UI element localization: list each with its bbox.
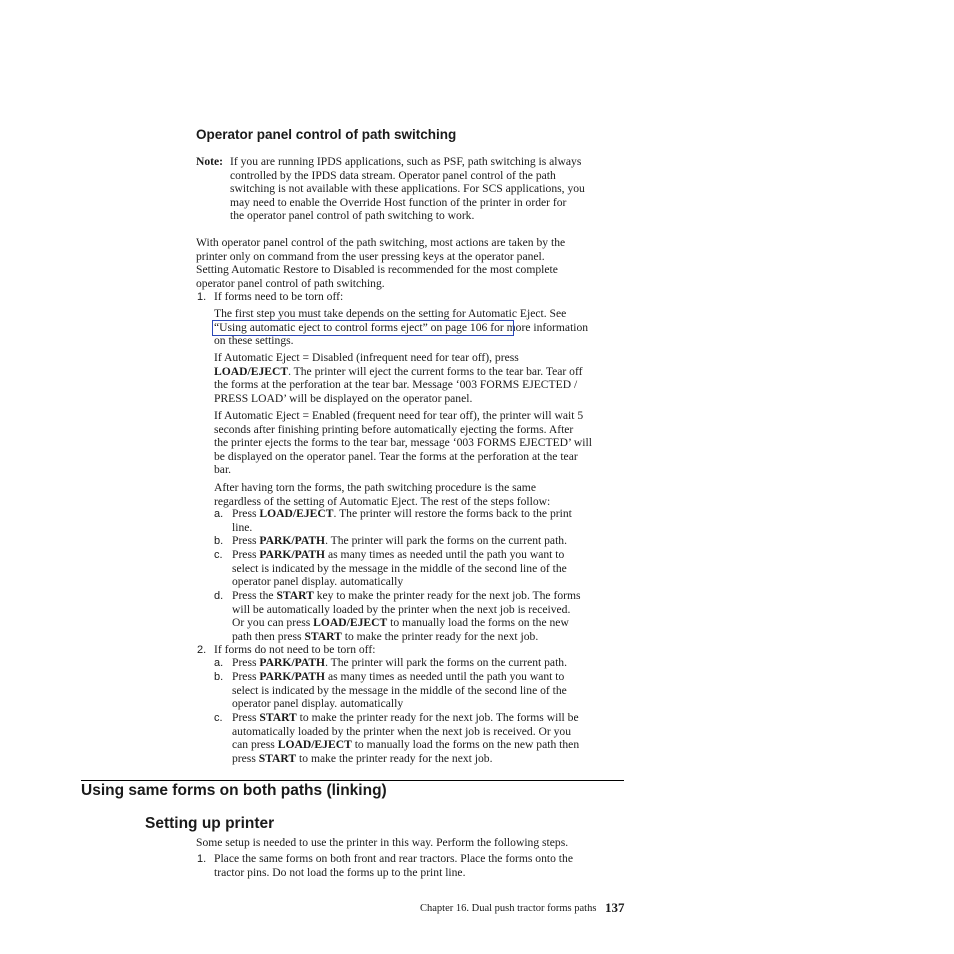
step-2-sub-c: Press START to make the printer ready for the next job. The forms will be automatically loaded by the printer when the next job is received. Or you can press LOAD/EJECT to manually load the forms on the new path then press START to make the printer ready for the next job. [232, 711, 580, 765]
step-1-para-2: If Automatic Eject = Disabled (infrequent need for tear off), press LOAD/EJECT. The printer will eject the current forms to the tear bar. Tear off the forms at the perforation at the tear bar. Message ‘003 FORMS EJECTED / PRESS LOAD’ will be displayed on the operator panel. [214, 351, 583, 405]
sub-d-marker: d. [214, 590, 224, 602]
sub-b-marker: b. [214, 535, 224, 547]
subsection-heading: Setting up printer [145, 815, 275, 832]
section-heading: Operator panel control of path switching [196, 127, 457, 142]
sub-c-marker: c. [214, 549, 223, 561]
step-1-marker: 1. [197, 291, 207, 303]
note-text: If you are running IPDS applications, such as PSF, path switching is always controlled by the IPDS data stream. Operator panel control of the path switching is not available with these applications. For SCS applications, you may need to enable the Override Host function of the printer in order for the operator panel control of path switching to work. [230, 155, 585, 223]
cross-reference-link[interactable]: “Using automatic eject to control forms eject” on page 106 [214, 320, 488, 334]
step-1-sub-d: Press the START key to make the printer ready for the next job. The forms will be automatically loaded by the printer when the next job is received. Or you can press LOAD/EJECT to manually load the forms on the new path then press START to make the printer ready for the next job. [232, 589, 581, 643]
step-1-sub-b: Press PARK/PATH. The printer will park the forms on the current path. [232, 534, 567, 547]
step-2-marker: 2. [197, 644, 207, 656]
step-1-para-1: The first step you must take depends on the setting for Automatic Eject. See “Using automatic eject to control forms eject” on page 106 for more information on these settings. [214, 307, 589, 348]
setup-intro: Some setup is needed to use the printer in this way. Perform the following steps. [196, 836, 569, 849]
link-border[interactable] [212, 320, 514, 336]
sub-a-marker: a. [214, 508, 224, 520]
step-1-text: If forms need to be torn off: [214, 290, 344, 303]
setup-step-1-marker: 1. [197, 853, 207, 865]
chapter-section-heading: Using same forms on both paths (linking) [81, 782, 387, 799]
step-1-para-3: If Automatic Eject = Enabled (frequent need for tear off), the printer will wait 5 seconds after finishing printing before automatically ejecting the forms. After the printer ejects the forms to the tear bar, message ‘003 FORMS EJECTED’ will be displayed on the operator panel. Tear the forms at the perforation at the tear bar. [214, 409, 592, 477]
setup-step-1-text: Place the same forms on both front and rear tractors. Place the forms onto the tractor pins. Do not load the forms up to the print line. [214, 852, 573, 879]
step-2-text: If forms do not need to be torn off: [214, 643, 376, 656]
page-number: 137 [605, 900, 625, 915]
step-1-sub-c: Press PARK/PATH as many times as needed until the path you want to select is indicated by the message in the middle of the second line of the operator panel display. automatically [232, 548, 567, 589]
note-label: Note: [196, 155, 224, 168]
step-2-sub-a: Press PARK/PATH. The printer will park the forms on the current path. [232, 656, 567, 669]
step-1-sub-a: Press LOAD/EJECT. The printer will restore the forms back to the print line. [232, 507, 572, 534]
section-divider [81, 780, 624, 781]
step-2-sub-a-marker: a. [214, 657, 224, 669]
step-2-sub-c-marker: c. [214, 712, 223, 724]
step-2-sub-b: Press PARK/PATH as many times as needed until the path you want to select is indicated by the message in the middle of the second line of the operator panel display. automatically [232, 670, 567, 711]
step-1-para-4: After having torn the forms, the path switching procedure is the same regardless of the setting of Automatic Eject. The rest of the steps follow: [214, 481, 551, 508]
intro-paragraph: With operator panel control of the path switching, most actions are taken by the printer only on command from the user pressing keys at the operator panel. Setting Automatic Restore to Disabled is recommended for the most complete operator panel control of path switching. [196, 236, 566, 290]
footer-chapter: Chapter 16. Dual push tractor forms paths [420, 903, 597, 914]
step-2-sub-b-marker: b. [214, 671, 224, 683]
